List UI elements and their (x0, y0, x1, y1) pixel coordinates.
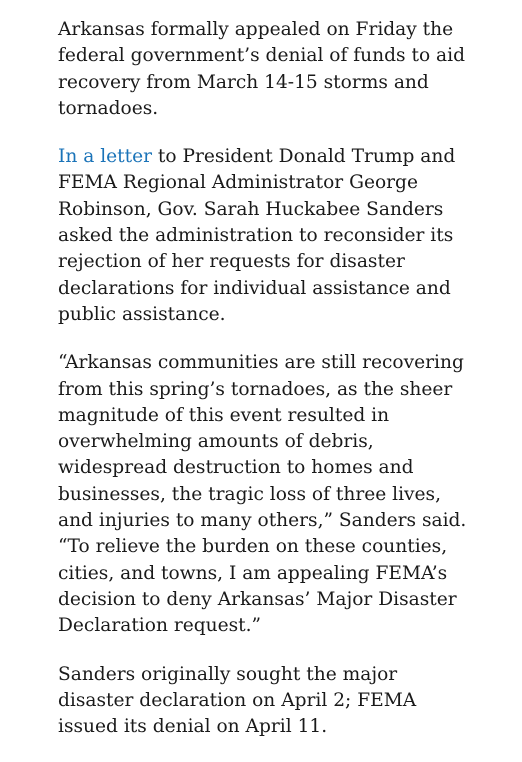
article-body (58, 17, 478, 762)
paragraph-letter (58, 144, 478, 328)
paragraph-appeal: Arkansas formally appealed on Friday the federal government’s denial of funds to aid recovery from March 14-15 storms and tornadoes. (58, 19, 465, 119)
paragraph-timeline: Sanders originally sought the major disaster declaration on April 2; FEMA issued its denial on April 11. (58, 663, 417, 738)
paragraph-letter-text: to President Donald Trump and FEMA Regional Administrator George Robinson, Gov. Sarah Huckabee Sanders asked the administration to reconsider its rejection of her requests for disaster declarations for individual assistance and public assistance. (58, 146, 456, 325)
paragraph-quote: “Arkansas communities are still recovering from this spring’s tornadoes, as the sheer magnitude of this event resulted in overwhelming amounts of debris, widespread destruction to homes and businesses, the tragic loss of three lives, and injuries to many others,” Sanders said. “To relieve the burden on these counties, cities, and towns, I am appealing FEMA’s decision to deny Arkansas’ Major Disaster Declaration request.” (58, 352, 467, 637)
letter-link[interactable]: In a letter (58, 146, 153, 168)
